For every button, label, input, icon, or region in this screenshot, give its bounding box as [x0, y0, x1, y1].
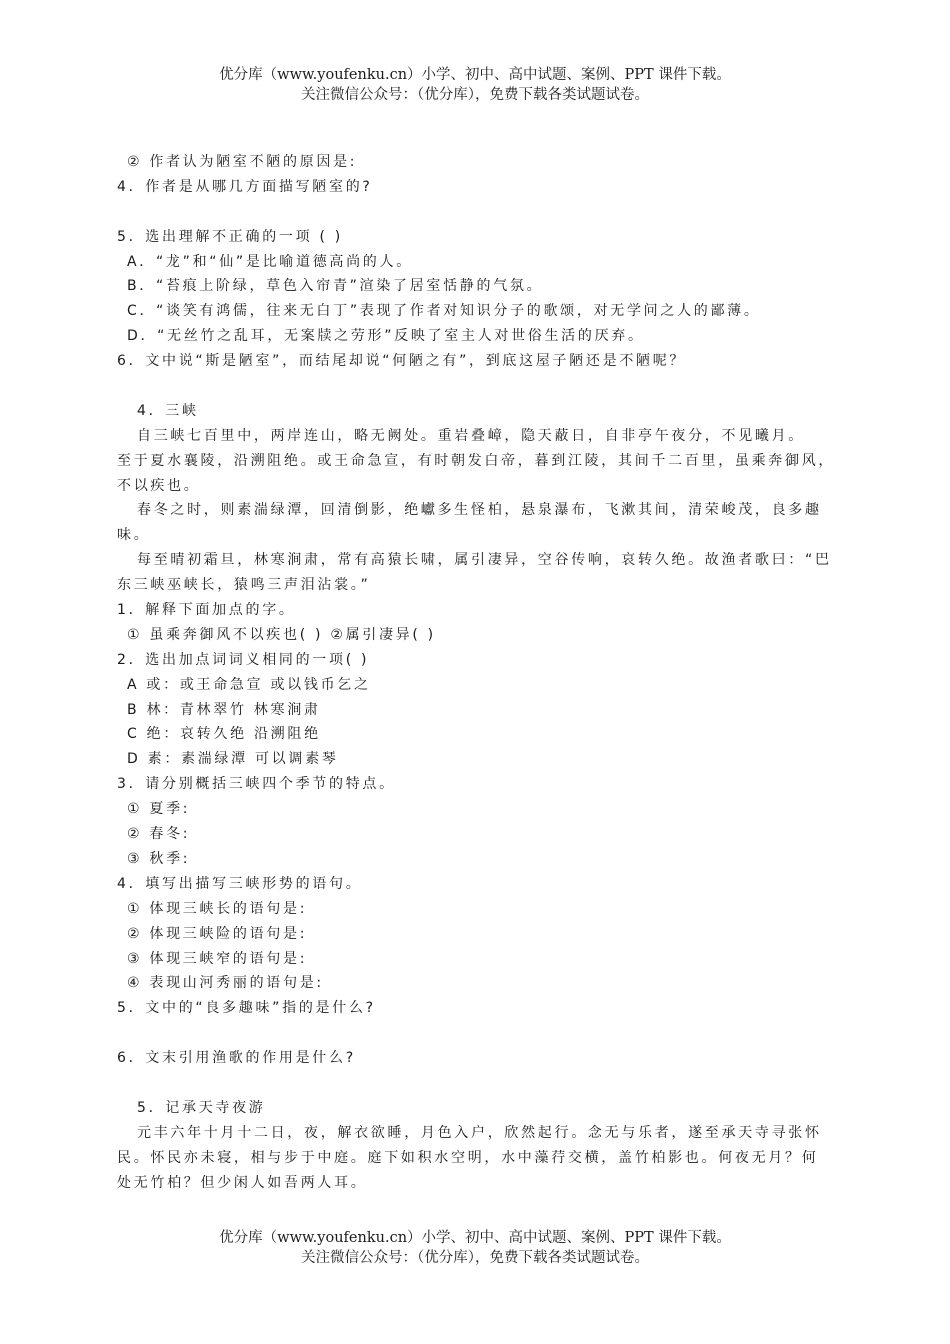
- footer-line-1: 优分库（www.youfenku.cn）小学、初中、高中试题、案例、PPT 课件下载。: [219, 1230, 731, 1246]
- sanxia-question-4-item: ③ 体现三峡窄的语句是:: [127, 950, 308, 967]
- sanxia-question-3-stem: 3．请分别概括三峡四个季节的特点。: [117, 776, 396, 793]
- loushi-question-5-option-d: D．“无丝竹之乱耳，无案牍之劳形”反映了室主人对世俗生活的厌弃。: [127, 328, 645, 345]
- sanxia-question-2-option-d: D 素：素湍绿潭 可以调素琴: [127, 751, 339, 768]
- passage-line: 春冬之时，则素湍绿潭，回清倒影，绝巘多生怪柏，悬泉瀑布，飞漱其间，清荣峻茂，良多趣: [137, 502, 822, 519]
- sanxia-title: 4．三峡: [137, 402, 199, 419]
- sanxia-question-3-item: ② 春冬:: [127, 826, 191, 843]
- sanxia-question-4-item: ② 体现三峡险的语句是:: [127, 925, 308, 942]
- sanxia-question-5: 5．文中的“良多趣味”指的是什么?: [117, 1000, 376, 1017]
- passage-line: 处无竹柏？但少闲人如吾两人耳。: [117, 1174, 368, 1191]
- loushi-question-5-option-c: C．“谈笑有鸿儒，往来无白丁”表现了作者对知识分子的歌颂，对无学问之人的鄙薄。: [127, 303, 761, 320]
- header-line-1: 优分库（www.youfenku.cn）小学、初中、高中试题、案例、PPT 课件下载。: [219, 67, 731, 83]
- chengtiansi-title: 5．记承天寺夜游: [137, 1099, 266, 1116]
- sanxia-question-1-stem: 1．解释下面加点的字。: [117, 602, 296, 619]
- section-sanxia: [117, 399, 857, 1096]
- passage-line: 自三峡七百里中，两岸连山，略无阙处。重岩叠嶂，隐天蔽日，自非亭午夜分，不见曦月。: [137, 427, 805, 444]
- sanxia-question-4-item: ① 体现三峡长的语句是:: [127, 900, 308, 917]
- passage-line: 味。: [117, 527, 151, 544]
- spacer: [117, 1021, 857, 1046]
- spacer: [117, 1071, 857, 1096]
- passage-line: 至于夏水襄陵，沿溯阻绝。或王命急宣，有时朝发白帝，暮到江陵，其间千二百里，虽乘奔御风，: [117, 452, 836, 469]
- spacer: [117, 374, 857, 399]
- sanxia-question-6: 6．文末引用渔歌的作用是什么?: [117, 1050, 356, 1067]
- sanxia-question-2-option-a: A 或：或王命急宣 或以钱币乞之: [127, 676, 371, 693]
- footer-line-2: 关注微信公众号：（优分库），免费下载各类试题试卷。: [301, 1250, 649, 1266]
- header-line-2: 关注微信公众号：（优分库），免费下载各类试题试卷。: [301, 87, 649, 103]
- sanxia-question-3-item: ③ 秋季:: [127, 850, 191, 867]
- passage-line: 东三峡巫峡长，猿鸣三声泪沾裳。”: [117, 577, 371, 594]
- chengtiansi-passage: [117, 1121, 857, 1196]
- spacer: [117, 200, 857, 225]
- loushi-question-5-option-b: B．“苔痕上阶绿，草色入帘青”渲染了居室恬静的气氛。: [127, 278, 544, 295]
- sanxia-question-3-item: ① 夏季:: [127, 801, 191, 818]
- sanxia-passage: [117, 424, 857, 598]
- page-footer: [0, 1228, 950, 1268]
- passage-line: 民。怀民亦未寝，相与步于中庭。庭下如积水空明，水中藻荇交横，盖竹柏影也。何夜无月？何: [117, 1149, 819, 1166]
- sanxia-question-2-option-c: C 绝：哀转久绝 沿溯阻绝: [127, 726, 321, 743]
- passage-line: 不以疾也。: [117, 477, 201, 494]
- section-chengtiansi: [117, 1096, 857, 1196]
- sanxia-question-2-option-b: B 林：青林翠竹 林寒涧肃: [127, 701, 321, 718]
- page-content: [117, 150, 857, 1195]
- sanxia-question-1-items: ① 虽乘奔御风不以疾也( ) ②属引凄异( ): [127, 626, 436, 643]
- loushi-question-5-option-a: A．“龙”和“仙”是比喻道德高尚的人。: [127, 253, 413, 270]
- sanxia-question-4-stem: 4．填写出描写三峡形势的语句。: [117, 875, 363, 892]
- loushi-reason-item: ② 作者认为陋室不陋的原因是:: [127, 154, 358, 170]
- loushi-question-5-stem: 5．选出理解不正确的一项 ( ): [117, 228, 343, 245]
- sanxia-question-4-item: ④ 表现山河秀丽的语句是:: [127, 975, 324, 992]
- passage-line: 每至晴初霜旦，林寒涧肃，常有高猿长啸，属引凄异，空谷传响，哀转久绝。故渔者歌曰：“巴: [137, 552, 832, 569]
- loushi-question-6: 6．文中说“斯是陋室”，而结尾却说“何陋之有”，到底这屋子陋还是不陋呢？: [117, 353, 687, 370]
- loushi-question-4: 4．作者是从哪几方面描写陋室的?: [117, 178, 373, 195]
- page-header: [0, 65, 950, 105]
- passage-line: 元丰六年十月十二日，夜，解衣欲睡，月色入户，欣然起行。念无与乐者，遂至承天寺寻张怀: [137, 1124, 822, 1141]
- sanxia-question-2-stem: 2．选出加点词词义相同的一项( ): [117, 651, 370, 668]
- section-loushi-questions: [117, 150, 857, 399]
